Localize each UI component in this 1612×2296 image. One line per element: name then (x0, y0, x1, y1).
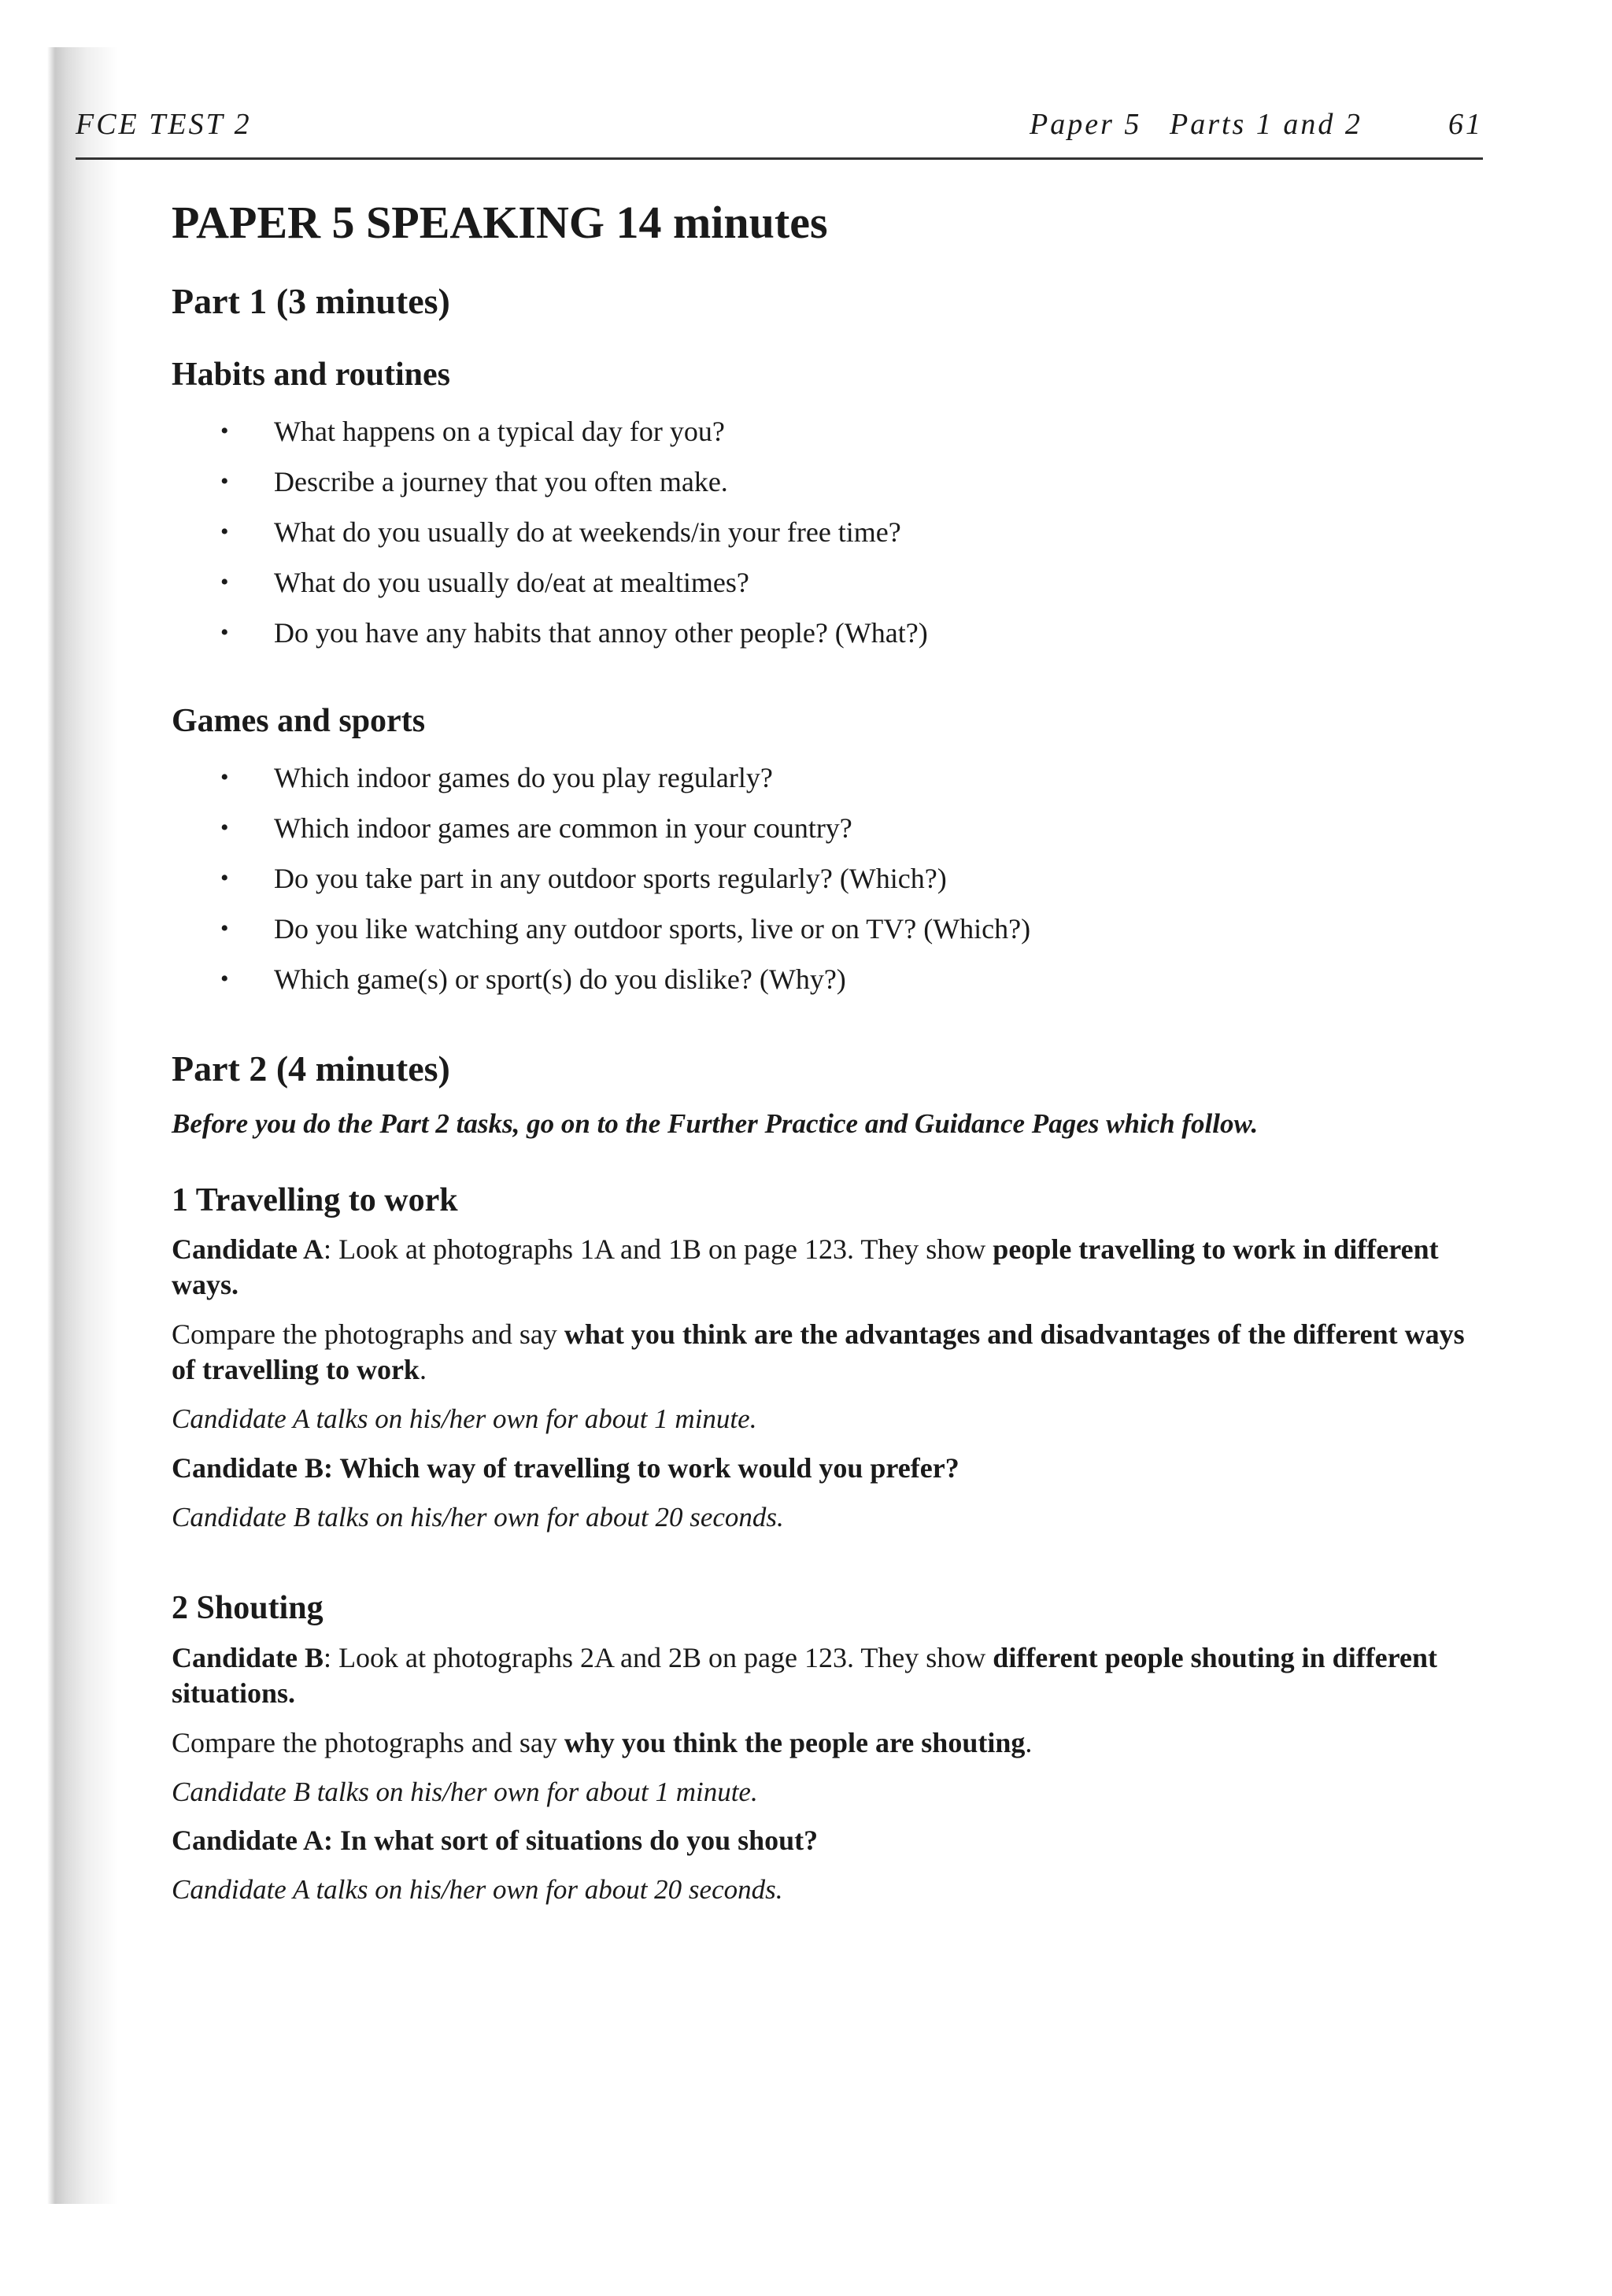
bullet-icon: • (220, 966, 229, 993)
question-item (172, 557, 1470, 608)
candidate-label: Candidate A (172, 1233, 324, 1265)
bullet-icon: • (220, 815, 229, 841)
topic-title: Games and sports (172, 702, 426, 739)
running-head-test: FCE TEST 2 (76, 108, 252, 141)
question-item (172, 608, 1470, 658)
question-item (172, 406, 1470, 457)
part-1-section (172, 281, 1470, 1004)
running-head (76, 102, 1483, 160)
part-2-intro: Before you do the Part 2 tasks, go on to the Further Practice and Guidance Pages which follow. (172, 1108, 1259, 1140)
instruction-text: Look at photographs 1A and 1B on page 123. They show (338, 1233, 993, 1265)
candidate-label: Candidate B (172, 1641, 324, 1673)
task-travelling-to-work (172, 1181, 1470, 1535)
timing-note: Candidate A talks on his/her own for about 1 minute. (172, 1403, 757, 1434)
topic-habits-routines (172, 356, 1470, 658)
question-text: What do you usually do/eat at mealtimes? (274, 566, 749, 598)
part-2-section (172, 1048, 1470, 1907)
instruction-emphasis: people travelling to work in different ways. (172, 1233, 1439, 1300)
question-item (172, 904, 1470, 954)
timing-note: Candidate A talks on his/her own for about 20 seconds. (172, 1874, 783, 1906)
part-2-heading: Part 2 (4 minutes) (172, 1048, 450, 1089)
timing-note: Candidate B talks on his/her own for about 20 seconds. (172, 1501, 784, 1533)
part-1-heading: Part 1 (3 minutes) (172, 280, 450, 321)
question-list (172, 752, 1470, 1004)
bullet-icon: • (220, 518, 229, 545)
bullet-icon: • (220, 865, 229, 892)
task-instruction (172, 1232, 1470, 1303)
followup-question: Candidate B: Which way of travelling to work would you prefer? (172, 1451, 959, 1484)
bullet-icon: • (220, 568, 229, 595)
compare-emphasis: what you think are the advantages and disadvantages of the different ways of travelling to work (172, 1318, 1465, 1385)
question-text: Which game(s) or sport(s) do you dislike? (Why?) (274, 963, 846, 996)
page-number: 61 (1448, 108, 1483, 141)
task-title: 1 Travelling to work (172, 1181, 458, 1218)
bullet-icon: • (220, 619, 229, 645)
running-head-paper: Paper 5 (1030, 108, 1142, 141)
question-text: What do you usually do at weekends/in your free time? (274, 516, 901, 548)
question-text: Do you have any habits that annoy other people? (What?) (274, 616, 928, 649)
question-text: Which indoor games are common in your country? (274, 812, 852, 845)
topic-games-sports (172, 702, 1470, 1004)
compare-end: . (419, 1353, 427, 1385)
question-text: Which indoor games do you play regularly? (274, 762, 773, 794)
instruction-text: Look at photographs 2A and 2B on page 123. They show (338, 1641, 993, 1673)
question-text: What happens on a typical day for you? (274, 415, 725, 447)
question-item (172, 954, 1470, 1004)
question-text: Do you like watching any outdoor sports, live or on TV? (Which?) (274, 913, 1031, 945)
bullet-icon: • (220, 468, 229, 494)
question-text: Do you take part in any outdoor sports regularly? (Which?) (274, 863, 947, 895)
compare-text: Compare the photographs and say (172, 1318, 564, 1350)
topic-title: Habits and routines (172, 356, 450, 393)
compare-end: . (1025, 1726, 1033, 1758)
question-item (172, 457, 1470, 507)
bullet-icon: • (220, 417, 229, 444)
page-gutter-shadow (0, 47, 118, 2204)
question-item (172, 752, 1470, 803)
compare-text: Compare the photographs and say (172, 1726, 564, 1758)
compare-instruction (172, 1725, 1470, 1761)
question-text: Describe a journey that you often make. (274, 465, 728, 497)
compare-emphasis: why you think the people are shouting (564, 1726, 1026, 1758)
label-separator: : (324, 1233, 339, 1265)
question-item (172, 507, 1470, 557)
running-head-parts: Parts 1 and 2 (1170, 108, 1362, 141)
task-shouting (172, 1589, 1470, 1907)
compare-instruction (172, 1317, 1470, 1388)
page-content (172, 197, 1470, 1962)
followup-question: Candidate A: In what sort of situations do you shout? (172, 1825, 819, 1857)
question-list (172, 406, 1470, 658)
page-title: PAPER 5 SPEAKING 14 minutes (172, 197, 828, 248)
label-separator: : (324, 1641, 339, 1673)
question-item (172, 803, 1470, 853)
bullet-icon: • (220, 764, 229, 791)
instruction-emphasis: different people shouting in different situations. (172, 1641, 1437, 1709)
timing-note: Candidate B talks on his/her own for about 1 minute. (172, 1776, 758, 1807)
bullet-icon: • (220, 915, 229, 942)
task-title: 2 Shouting (172, 1590, 324, 1627)
task-instruction (172, 1640, 1470, 1711)
question-item (172, 853, 1470, 904)
